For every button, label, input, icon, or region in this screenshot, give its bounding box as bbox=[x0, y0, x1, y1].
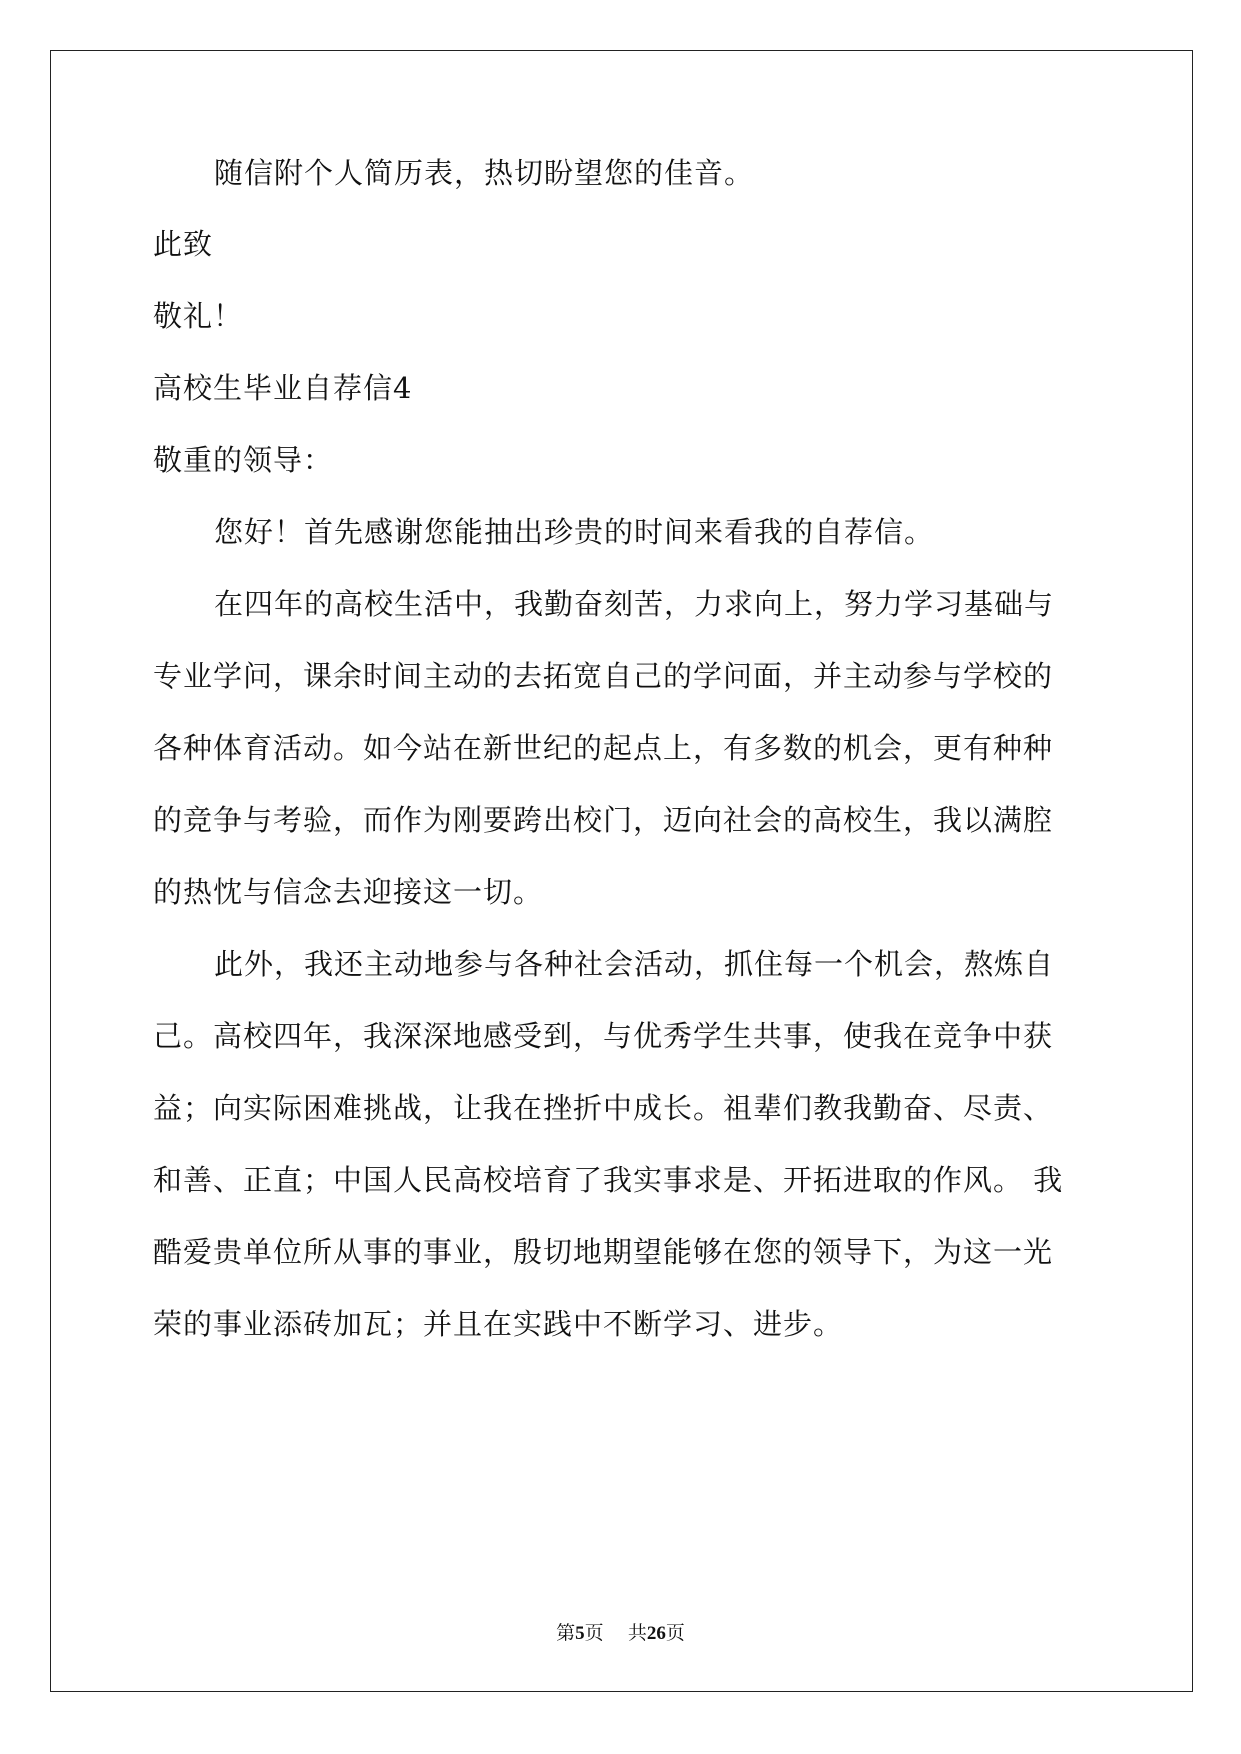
paragraph-line: 和善、正直；中国人民高校培育了我实事求是、开拓进取的作风。 我 bbox=[153, 1163, 1064, 1197]
page-suffix: 页 bbox=[584, 1622, 604, 1644]
paragraph-line: 己。高校四年，我深深地感受到，与优秀学生共事，使我在竞争中获 bbox=[153, 1019, 1054, 1053]
page-number: 5 bbox=[575, 1623, 585, 1644]
paragraph-line: 此外，我还主动地参与各种社会活动，抓住每一个机会，熬炼自 bbox=[214, 947, 1055, 981]
paragraph-line: 各种体育活动。如今站在新世纪的起点上，有多数的机会，更有种种 bbox=[153, 731, 1054, 765]
greeting: 敬重的领导： bbox=[153, 443, 334, 477]
paragraph-line: 专业学问，课余时间主动的去拓宽自己的学问面，并主动参与学校的 bbox=[153, 659, 1054, 693]
total-suffix: 页 bbox=[665, 1622, 685, 1644]
total-prefix: 共 bbox=[627, 1622, 647, 1644]
paragraph-line: 酷爱贵单位所从事的事业，殷切地期望能够在您的领导下，为这一光 bbox=[153, 1235, 1054, 1269]
paragraph-line: 在四年的高校生活中，我勤奋刻苦，力求向上，努力学习基础与 bbox=[214, 587, 1055, 621]
page-footer bbox=[0, 1620, 1241, 1647]
closing-regards: 敬礼！ bbox=[153, 299, 244, 333]
paragraph-line: 益；向实际困难挑战，让我在挫折中成长。祖辈们教我勤奋、尽责、 bbox=[153, 1091, 1054, 1125]
closing-salutation: 此致 bbox=[153, 227, 214, 261]
paragraph-line: 荣的事业添砖加瓦；并且在实践中不断学习、进步。 bbox=[153, 1307, 844, 1341]
paragraph-line: 的竞争与考验，而作为刚要跨出校门，迈向社会的高校生，我以满腔 bbox=[153, 803, 1054, 837]
section-heading: 高校生毕业自荐信4 bbox=[153, 371, 413, 405]
page-prefix: 第 bbox=[556, 1622, 576, 1644]
paragraph-line: 您好！首先感谢您能抽出珍贵的时间来看我的自荐信。 bbox=[214, 515, 935, 549]
paragraph-line: 随信附个人简历表，热切盼望您的佳音。 bbox=[214, 156, 755, 190]
page-total: 26 bbox=[646, 1623, 666, 1644]
paragraph-line: 的热忱与信念去迎接这一切。 bbox=[153, 875, 544, 909]
